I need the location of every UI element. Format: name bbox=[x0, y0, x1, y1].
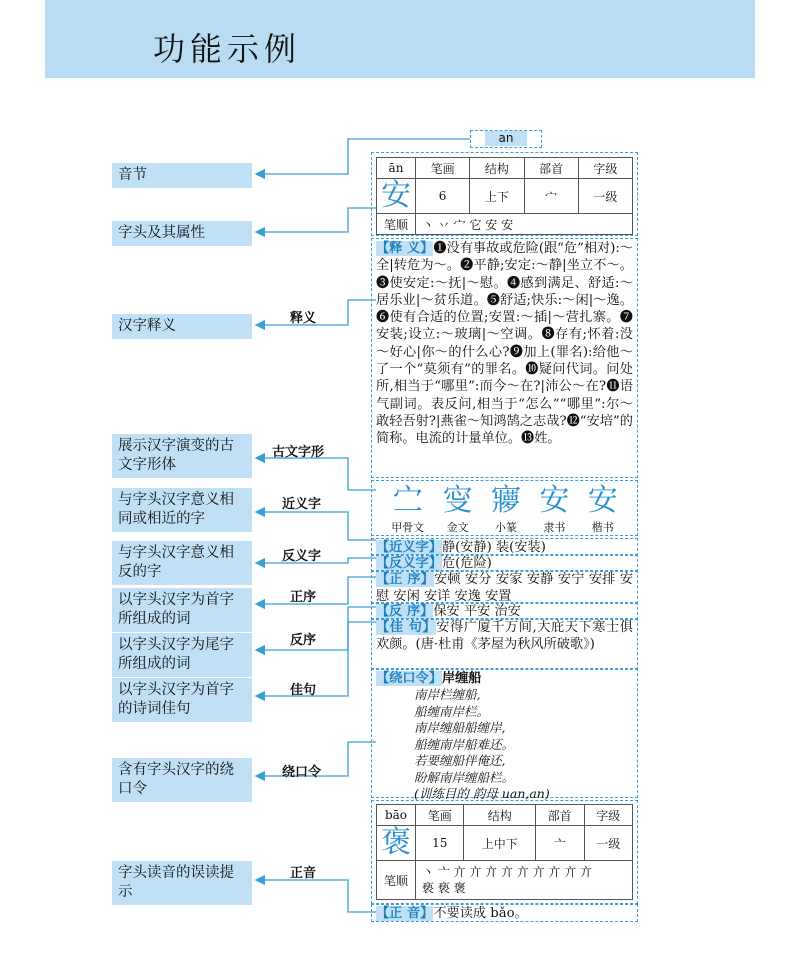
pinyin-badge: an bbox=[470, 130, 542, 148]
shiyi-tag: 【释 义】 bbox=[376, 241, 434, 256]
ann-jinyi: 近义字 bbox=[282, 497, 322, 512]
header-structure: 结构 bbox=[470, 158, 524, 179]
label-poem-lines: 以字头汉字为首字的诗词佳句 bbox=[112, 678, 252, 722]
entry1-level: 一级 bbox=[578, 179, 632, 214]
entry1-antonym: 【反义字】危(危险) bbox=[371, 554, 638, 572]
label-forward-words: 以字头汉字为首字所组成的词 bbox=[112, 588, 252, 632]
page-title: 功能示例 bbox=[153, 30, 302, 68]
entry1-tongue-twister: 【绕口令】岸缠船 南岸栏缠船, 船缠南岸栏。 南岸缠船船缠岸, 船缠南岸船难还。 若要缠船伴俺还, 盼解南岸缠船栏。 (训练目的 韵母 uan,an) bbox=[371, 668, 638, 798]
stroke-order: 丶 丷 宀 它 安 安 bbox=[416, 214, 633, 235]
entry2-char: 褒 bbox=[377, 826, 416, 861]
entry1-forward-words: 【正 序】安顿 安分 安家 安静 安宁 安排 安慰 安闲 安详 安逸 安置 bbox=[371, 570, 638, 604]
entry2-stroke-order: 丶 亠 亣 亣 亣 亣 亣 亣 亣 亣 亣 亵 亵 褒 bbox=[416, 861, 633, 900]
entry2-attributes bbox=[371, 800, 638, 904]
label-head-char: 字头及其属性 bbox=[112, 221, 252, 246]
label-synonym: 与字头汉字意义相同或相近的字 bbox=[112, 488, 252, 532]
label-pronunciation-tip: 字头读音的误读提示 bbox=[112, 861, 252, 905]
entry2-pinyin: bāo bbox=[377, 805, 416, 826]
label-tongue-twister: 含有字头汉字的绕口令 bbox=[112, 758, 252, 802]
form-oracle: 㝉 甲骨文 bbox=[391, 483, 425, 534]
ann-raokouling: 绕口令 bbox=[282, 765, 322, 780]
header-level: 字级 bbox=[578, 158, 632, 179]
entry1-definition bbox=[371, 238, 638, 478]
entry1-attr-table bbox=[376, 157, 633, 235]
ann-shiyi: 释义 bbox=[290, 311, 317, 326]
form-bronze: 㝕 金文 bbox=[442, 483, 473, 534]
label-syllable: 音节 bbox=[112, 163, 252, 188]
entry1-poem: 【佳 句】安得广厦千万间,大庇天下寒士俱欢颜。(唐·杜甫《茅屋为秋风所破歌》) bbox=[371, 618, 638, 670]
entry2-pronunciation: 【正 音】不要读成 bǎo。 bbox=[371, 904, 638, 922]
shiyi-text: ❶没有事故或危险(跟“危”相对):～全|转危为～。❷平静;安定:～静|坐立不～。❸使安定:～抚|～慰。❹感到满足、舒适:～居乐业|～贫乐道。❺舒适;快乐:～闲|～逸。❻使有合适的位置;安置:～插|～营扎寨。❼安装;设立:～玻璃|～空调。❽存有;怀着:没～好心|你～的什么心?❾加上(罪名):给他～了一个“莫须有”的罪名。❿疑问代词。问处所,相当于“哪里”:而今～在?|沛公～在?⓫语气副词。表反问,相当于“怎么”“哪里”:尔～敢轻吾射?|燕雀～知鸿鹄之志哉?⓬“安培”的简称。电流的计量单位。⓭姓。 bbox=[376, 241, 633, 447]
ann-guwen: 古文字形 bbox=[272, 445, 325, 460]
entry1-char: 安 bbox=[377, 179, 416, 214]
entry1-strokes-count: 6 bbox=[416, 179, 470, 214]
entry2-attr-table: bāo 笔画 结构 部首 字级 褒 15 上中下 亠 一级 笔顺 丶 亠 亣 亣 亣 亣 亣 亣 亣 亣 亣 亵 亵 褒 bbox=[376, 804, 633, 900]
ann-fanyi: 反义字 bbox=[282, 549, 322, 564]
label-antonym: 与字头汉字意义相反的字 bbox=[112, 541, 252, 585]
entry1-radical: 宀 bbox=[524, 179, 578, 214]
header-strokes: 笔画 bbox=[416, 158, 470, 179]
entry1-attributes bbox=[371, 152, 638, 236]
label-reverse-words: 以字头汉字为尾字所组成的词 bbox=[112, 633, 252, 677]
entry1-pinyin: ān bbox=[377, 158, 416, 179]
ann-fanxu: 反序 bbox=[290, 633, 317, 648]
entry1-structure: 上下 bbox=[470, 179, 524, 214]
header-radical: 部首 bbox=[524, 158, 578, 179]
stroke-order-label: 笔顺 bbox=[377, 214, 416, 235]
ann-zhengyin: 正音 bbox=[290, 866, 317, 881]
entry1-synonym: 【近义字】静(安静) 装(安装) bbox=[371, 538, 638, 556]
form-seal: 㝱 小篆 bbox=[490, 483, 521, 534]
ann-zhengxu: 正序 bbox=[290, 590, 317, 605]
form-regular: 安 楷书 bbox=[587, 483, 618, 534]
entry1-ancient-forms bbox=[371, 480, 638, 536]
form-clerical: 安 隶书 bbox=[539, 483, 570, 534]
ann-jiaju: 佳句 bbox=[290, 683, 317, 698]
entry1-reverse-words: 【反 序】保安 平安 治安 bbox=[371, 602, 638, 620]
label-definition: 汉字释义 bbox=[112, 314, 252, 339]
rkl-title: 岸缠船 bbox=[441, 671, 482, 686]
label-ancient-forms: 展示汉字演变的古文字形体 bbox=[112, 434, 252, 478]
